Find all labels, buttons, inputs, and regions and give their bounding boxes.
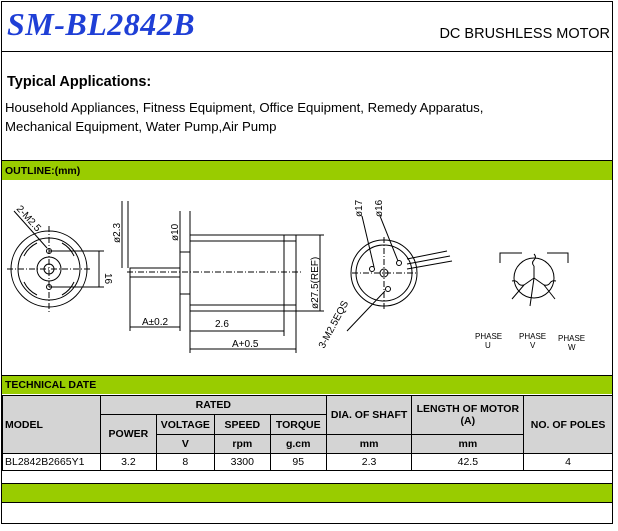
dim-a-tol: A±0.2	[142, 317, 169, 328]
col-speed-header: SPEED	[214, 415, 270, 435]
applications-line-1: Household Appliances, Fitness Equipment, Office Equipment, Remedy Apparatus,	[5, 100, 484, 115]
cell-poles: 4	[524, 454, 613, 471]
dim-len-2-6: 2.6	[215, 319, 229, 330]
cell-speed: 3300	[214, 454, 270, 471]
motor-outline-drawing	[2, 181, 612, 375]
applications-line-2: Mechanical Equipment, Water Pump,Air Pump	[5, 119, 277, 134]
cell-length: 42.5	[412, 454, 524, 471]
spec-table	[2, 395, 613, 471]
unit-torque: g.cm	[270, 435, 326, 454]
phase-w-label: PHASE	[558, 334, 586, 343]
cell-torque: 95	[270, 454, 326, 471]
unit-length: mm	[412, 435, 524, 454]
rated-header: RATED	[100, 396, 326, 415]
dim-screw-left: 2-M2.5	[13, 203, 43, 235]
phase-w-letter: W	[568, 343, 576, 352]
col-length-header: LENGTH OF MOTOR (A)	[412, 396, 524, 435]
phase-v-label: PHASE	[519, 332, 547, 341]
dim-pcd-17: ø17	[354, 199, 365, 217]
unit-shaft: mm	[326, 435, 412, 454]
col-shaft-header: DIA. OF SHAFT	[326, 396, 412, 435]
col-power-header: POWER	[100, 415, 156, 454]
model-title: SM-BL2842B	[7, 6, 196, 42]
cell-model: BL2842B2665Y1	[3, 454, 101, 471]
footer-band	[2, 484, 612, 502]
applications-heading: Typical Applications:	[7, 74, 152, 90]
cell-shaft: 2.3	[326, 454, 412, 471]
cell-voltage: 8	[156, 454, 214, 471]
phase-v-letter: V	[530, 341, 536, 350]
col-poles-header: NO. OF POLES	[524, 396, 613, 454]
unit-voltage: V	[156, 435, 214, 454]
footer-divider-bottom	[1, 502, 613, 503]
table-row	[3, 454, 613, 471]
side-view	[122, 201, 324, 353]
dim-boss-dia: ø10	[170, 223, 181, 241]
header-divider	[1, 51, 613, 52]
phase-u-letter: U	[485, 341, 491, 350]
outline-band	[2, 161, 612, 180]
unit-speed: rpm	[214, 435, 270, 454]
wiring-diagram	[500, 253, 568, 306]
front-view	[7, 211, 104, 313]
cell-power: 3.2	[100, 454, 156, 471]
phase-u-label: PHASE	[475, 332, 503, 341]
dim-shaft-dia: ø2.3	[112, 222, 123, 243]
technical-heading: TECHNICAL DATE	[5, 379, 97, 391]
rear-view	[347, 216, 452, 331]
technical-band	[2, 376, 612, 394]
col-torque-header: TORQUE	[270, 415, 326, 435]
outline-heading: OUTLINE:(mm)	[5, 165, 81, 177]
dim-pcd-16: ø16	[374, 199, 385, 217]
dim-height-16: 16	[102, 273, 113, 285]
dim-screw-right: 3-M2.5EQS	[316, 299, 352, 351]
dim-body-dia: ø27.5(REF)	[310, 256, 321, 309]
document-subtitle: DC BRUSHLESS MOTOR	[439, 26, 610, 42]
applications-text	[5, 98, 605, 136]
col-voltage-header: VOLTAGE	[156, 415, 214, 435]
dim-a-half: A+0.5	[232, 339, 259, 350]
col-model-header: MODEL	[3, 396, 101, 454]
